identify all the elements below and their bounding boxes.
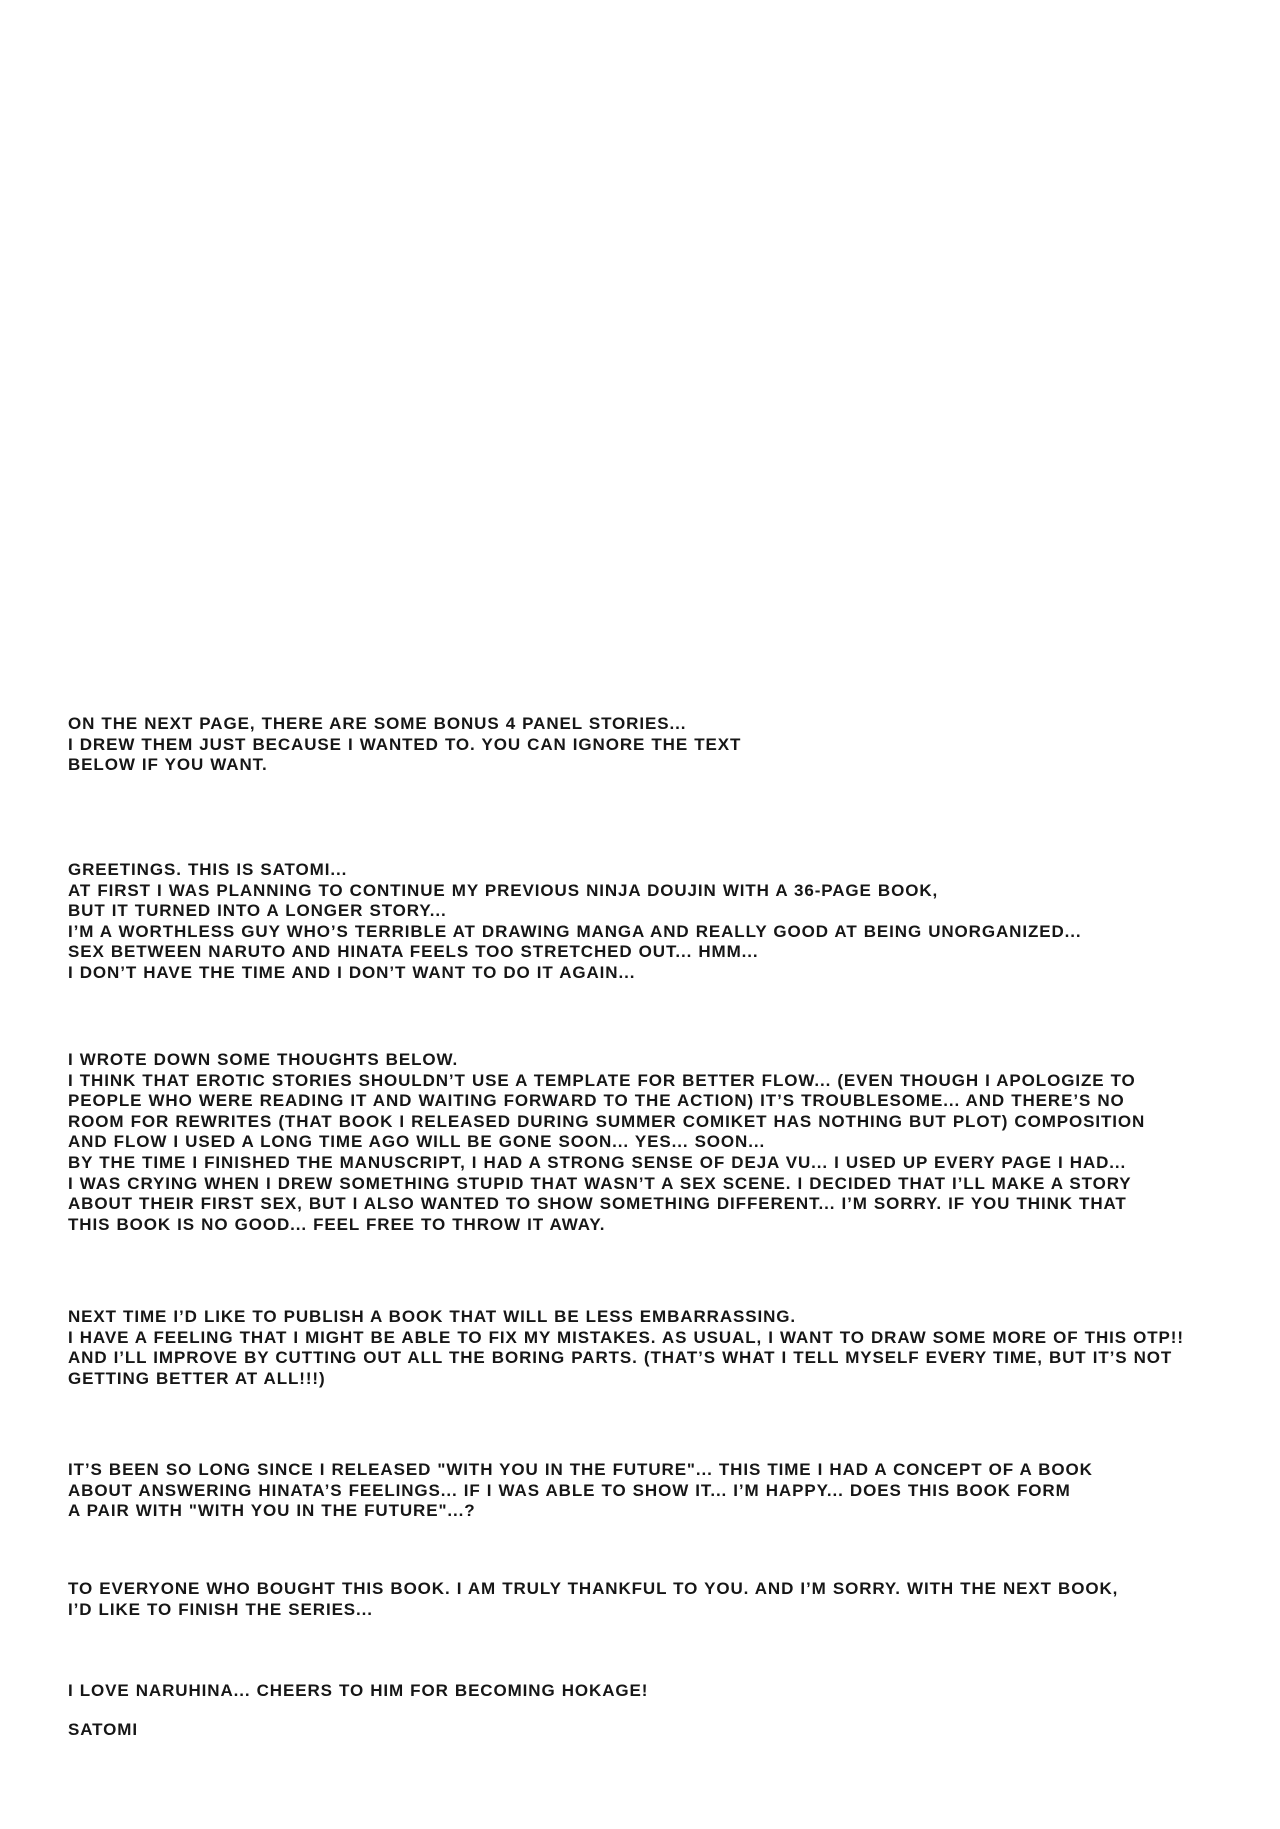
text-line: THIS BOOK IS NO GOOD... FEEL FREE TO THROW IT AWAY. xyxy=(68,1214,606,1234)
text-line: I WAS CRYING WHEN I DREW SOMETHING STUPID THAT WASN’T A SEX SCENE. I DECIDED THAT I’LL MAKE A STORY xyxy=(68,1173,1132,1193)
text-line: I DREW THEM JUST BECAUSE I WANTED TO. YOU CAN IGNORE THE TEXT xyxy=(68,734,742,754)
text-line: I THINK THAT EROTIC STORIES SHOULDN’T USE A TEMPLATE FOR BETTER FLOW... (EVEN THOUGH I APOLOGIZE TO xyxy=(68,1070,1136,1090)
text-line: AND I’LL IMPROVE BY CUTTING OUT ALL THE BORING PARTS. (THAT’S WHAT I TELL MYSELF EVERY TIME, BUT IT’S NOT xyxy=(68,1348,1173,1368)
paragraph-greeting xyxy=(68,860,1258,984)
text-line: GREETINGS. THIS IS SATOMI... xyxy=(68,860,348,879)
text-line: AT FIRST I WAS PLANNING TO CONTINUE MY PREVIOUS NINJA DOUJIN WITH A 36-PAGE BOOK, xyxy=(68,880,939,900)
text-line: PEOPLE WHO WERE READING IT AND WAITING FORWARD TO THE ACTION) IT’S TROUBLESOME... AND THERE’S NO xyxy=(68,1091,1125,1111)
text-line: IT’S BEEN SO LONG SINCE I RELEASED "WITH YOU IN THE FUTURE"... THIS TIME I HAD A CONCEPT OF A BOOK xyxy=(68,1460,1093,1479)
paragraph-thanks xyxy=(68,1579,1258,1620)
paragraph-signature xyxy=(68,1720,1258,1741)
text-line: SEX BETWEEN NARUTO AND HINATA FEELS TOO STRETCHED OUT... HMM... xyxy=(68,942,759,962)
text-line: GETTING BETTER AT ALL!!!) xyxy=(68,1368,326,1388)
text-line: ON THE NEXT PAGE, THERE ARE SOME BONUS 4 PANEL STORIES... xyxy=(68,714,687,733)
paragraph-next-book xyxy=(68,1307,1258,1389)
paragraph-closing xyxy=(68,1681,1258,1702)
text-line: ROOM FOR REWRITES (THAT BOOK I RELEASED DURING SUMMER COMIKET HAS NOTHING BUT PLOT) COMPOSITION xyxy=(68,1111,1146,1131)
text-line: TO EVERYONE WHO BOUGHT THIS BOOK. I AM TRULY THANKFUL TO YOU. AND I’M SORRY. WITH THE NEXT BOOK, xyxy=(68,1579,1119,1598)
paragraph-concept xyxy=(68,1460,1258,1522)
text-line: A PAIR WITH "WITH YOU IN THE FUTURE"...? xyxy=(68,1501,476,1521)
text-line: ABOUT THEIR FIRST SEX, BUT I ALSO WANTED TO SHOW SOMETHING DIFFERENT... I’M SORRY. IF YOU THINK THAT xyxy=(68,1194,1127,1214)
text-line: I DON’T HAVE THE TIME AND I DON’T WANT TO DO IT AGAIN... xyxy=(68,962,636,982)
text-line: NEXT TIME I’D LIKE TO PUBLISH A BOOK THAT WILL BE LESS EMBARRASSING. xyxy=(68,1307,797,1326)
text-line: AND FLOW I USED A LONG TIME AGO WILL BE GONE SOON... YES... SOON... xyxy=(68,1132,766,1152)
text-line: ABOUT ANSWERING HINATA’S FEELINGS... IF I WAS ABLE TO SHOW IT... I’M HAPPY... DOES THIS BOOK FORM xyxy=(68,1480,1071,1500)
paragraph-bonus-note xyxy=(68,714,1258,776)
text-line: I WROTE DOWN SOME THOUGHTS BELOW. xyxy=(68,1050,459,1069)
text-line: I LOVE NARUHINA... CHEERS TO HIM FOR BECOMING HOKAGE! xyxy=(68,1681,649,1700)
text-line: BELOW IF YOU WANT. xyxy=(68,755,268,775)
paragraph-thoughts xyxy=(68,1050,1258,1235)
text-line: I’D LIKE TO FINISH THE SERIES... xyxy=(68,1599,373,1619)
text-line: BUT IT TURNED INTO A LONGER STORY... xyxy=(68,901,447,921)
text-line: I’M A WORTHLESS GUY WHO’S TERRIBLE AT DRAWING MANGA AND REALLY GOOD AT BEING UNORGANIZED... xyxy=(68,921,1082,941)
text-line: BY THE TIME I FINISHED THE MANUSCRIPT, I HAD A STRONG SENSE OF DEJA VU... I USED UP EVERY PAGE I HAD... xyxy=(68,1152,1127,1172)
text-line: I HAVE A FEELING THAT I MIGHT BE ABLE TO FIX MY MISTAKES. AS USUAL, I WANT TO DRAW SOME MORE OF THIS OTP!! xyxy=(68,1327,1184,1347)
text-line: SATOMI xyxy=(68,1720,138,1739)
